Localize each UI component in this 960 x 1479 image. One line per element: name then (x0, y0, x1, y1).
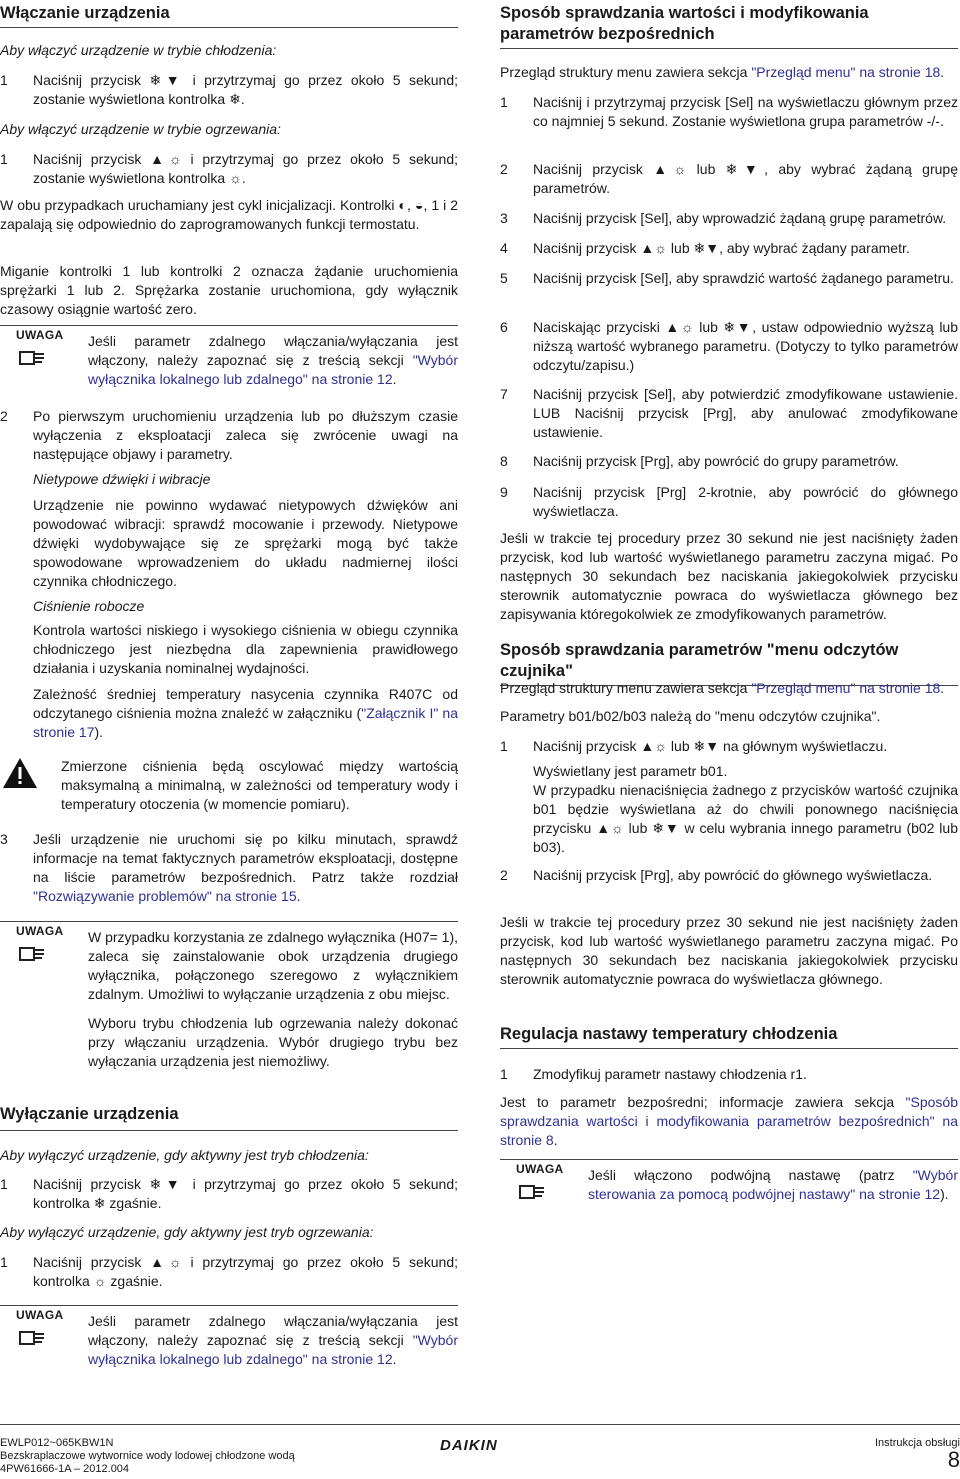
pressure-title: Ciśnienie robocze (33, 598, 145, 614)
heading-direct-params: Sposób sprawdzania wartości i modyfikowania parametrów bezpośrednich (500, 3, 958, 49)
note-remote-switch-2: UWAGA W przypadku korzystania ze zdalnego wyłącznika (H07= 1), zaleca się zainstalowanie obok urządzenia drugiego wyłącznika, połączonego szeregowo z wyłącznikiem zdalnym. Umożliwi to wyłączanie urządzenia z obu miejsc. Wyboru trybu chłodzenia lub ogrzewania należy dokonać przy włączaniu urządzenia. Wybór drugiego trybu bez wyłączania urządzenia jest niemożliwy. (0, 921, 458, 1071)
warning-icon (2, 757, 38, 789)
direct-step: 8 Naciśnij przycisk [Prg], aby powrócić do grupy parametrów. (500, 453, 899, 469)
init-paragraph: W obu przypadkach uruchamiany jest cykl inicjalizacji. Kontrolki ◐, ◒, 1 i 2 zapalają się odpowiednio do zaprogramowanych funkcji termostatu. (0, 197, 458, 232)
page-number: 8 (947, 1447, 960, 1472)
blink-paragraph: Miganie kontrolki 1 lub kontrolki 2 oznacza żądanie uruchomienia sprężarki 1 lub 2. Sprężarka zostanie uruchomiona, gdy wyłącznik czasowy osiągnie wartość zero. (0, 263, 458, 317)
sensor-params-paragraph: Parametry b01/b02/b03 należą do "menu odczytów czujnika". (500, 708, 881, 724)
footer-model: EWLP012~065KBW1N (0, 1437, 114, 1449)
direct-step: 7 Naciśnij przycisk [Sel], aby potwierdzić zmodyfikowane ustawienie. LUB Naciśnij przycisk [Prg], aby anulować zmodyfikowane ustawienie. (500, 386, 958, 440)
direct-step: 9 Naciśnij przycisk [Prg] 2-krotnie, aby powrócić do głównego wyświetlacza. (500, 484, 958, 519)
note-remote-switch-3: UWAGA Jeśli parametr zdalnego włączania/wyłączania jest włączony, należy zapoznać się z treścią sekcji "Wybór wyłącznika lokalnego lub zdalnego" na stronie 12. (0, 1305, 458, 1369)
heading-switch-on: Włączanie urządzenia (0, 3, 458, 28)
setpoint-step-1: 1 Zmodyfikuj parametr nastawy chłodzenia r1. (500, 1066, 807, 1082)
link-menu-overview-2[interactable]: "Przegląd menu" na stronie 18 (751, 680, 941, 696)
note-label: UWAGA (16, 924, 64, 938)
brand-logo: DAIKIN (440, 1437, 498, 1454)
noise-title: Nietypowe dźwięki i wibracje (33, 471, 211, 487)
hand-pointer-icon (518, 1182, 546, 1202)
note-dual-setpoint: UWAGA Jeśli włączono podwójną nastawę (patrz "Wybór sterowania za pomocą podwójnej nastawy" na stronie 12). (500, 1159, 958, 1204)
direct-step: 6 Naciskając przyciski ▲☼ lub ❄▼, ustaw odpowiednio wyższą lub niższą wartość wybranego parametru. (Dotyczy to tylko parametrów odczytu/zapisu.) (500, 319, 958, 373)
direct-step: 4 Naciśnij przycisk ▲☼ lub ❄▼, aby wybrać żądany parametr. (500, 240, 910, 256)
step-3: 3 Jeśli urządzenie nie uruchomi się po kilku minutach, sprawdź informacje na temat faktycznych parametrów eksploatacji, dostępne na liście parametrów bezpośrednich. Patrz także rozdział "Rozwiązywanie problemów" na stronie 15. (0, 831, 458, 904)
sensor-step-1: 1 Naciśnij przycisk ▲☼ lub ❄▼ na głównym wyświetlaczu. Wyświetlany jest parametr b01. W przypadku nienaciśnięcia żadnego z przycisków wartość czujnika b01 będzie wyświetlana aż do chwili ponownego naciśnięcia przycisku ▲☼ lub ❄▼ w celu wybrania innego parametru (b02 lub b03). (500, 738, 958, 855)
timeout-paragraph-2: Jeśli w trakcie tej procedury przez 30 sekund nie jest naciśnięty żaden przycisk, kod lub wartość wyświetlanego parametru zaczyna migać. Po następnych 30 sekundach bez naciskania jakiegokolwiek przycisku sterownik automatycznie powraca do wyświetlacza głównego. (500, 914, 958, 987)
heading-switch-off: Wyłączanie urządzenia (0, 1105, 179, 1123)
heat-intro: Aby włączyć urządzenie w trybie ogrzewania: (0, 121, 281, 137)
note-label: UWAGA (16, 1308, 64, 1322)
off-heat-intro: Aby wyłączyć urządzenie, gdy aktywny jest tryb ogrzewania: (0, 1224, 374, 1240)
hand-pointer-icon (18, 348, 46, 368)
link-remote-switch-1[interactable]: "Wybór wyłącznika lokalnego lub zdalnego" na stronie 12 (88, 352, 458, 387)
off-cool-step: 1 Naciśnij przycisk ❄▼ i przytrzymaj go przez około 5 sekund; kontrolka ❄ zgaśnie. (0, 1176, 458, 1211)
heading-setpoint: Regulacja nastawy temperatury chłodzenia (500, 1024, 958, 1049)
note-label: UWAGA (16, 328, 64, 342)
noise-text: Urządzenie nie powinno wydawać nietypowych dźwięków ani powodować wibracji: sprawdź mocowanie i przewody. Nietypowe dźwięki wydobywające się ze sprężarki mogą być także spowodowane wprowadzeniem do układu nadmiernej ilości czynnika chłodniczego. (33, 497, 458, 589)
cool-intro: Aby włączyć urządzenie w trybie chłodzenia: (0, 42, 277, 58)
link-troubleshooting[interactable]: "Rozwiązywanie problemów" na stronie 15 (33, 888, 297, 904)
direct-step: 2 Naciśnij przycisk ▲☼ lub ❄▼, aby wybrać żądaną grupę parametrów. (500, 161, 958, 196)
step-2: 2 Po pierwszym uruchomieniu urządzenia lub po dłuższym czasie wyłączenia z eksploatacji zaleca się zwrócenie uwagi na następujące objawy i parametry. (0, 408, 458, 462)
timeout-paragraph: Jeśli w trakcie tej procedury przez 30 sekund nie jest naciśnięty żaden przycisk, kod lub wartość wyświetlanego parametru zaczyna migać. Po następnych 30 sekundach bez naciskania jakiegokolwiek przycisku sterownik automatycznie powraca do wyświetlacza głównego bez zapisywania któregokolwiek ze zmodyfikowanych parametrów. (500, 530, 958, 622)
off-heat-step: 1 Naciśnij przycisk ▲☼ i przytrzymaj go przez około 5 sekund; kontrolka ☼ zgaśnie. (0, 1254, 458, 1289)
off-cool-intro: Aby wyłączyć urządzenie, gdy aktywny jest tryb chłodzenia: (0, 1147, 369, 1163)
hand-pointer-icon (18, 944, 46, 964)
cool-step: 1 Naciśnij przycisk ❄▼ i przytrzymaj go przez około 5 sekund; zostanie wyświetlona kontrolka ❄. (0, 72, 458, 107)
link-menu-overview[interactable]: "Przegląd menu" na stronie 18 (751, 64, 941, 80)
direct-step: 5 Naciśnij przycisk [Sel], aby sprawdzić wartość żądanego parametru. (500, 270, 954, 286)
footer-description: Bezskraplaczowe wytwornice wody lodowej chłodzone wodą (0, 1450, 295, 1462)
direct-step: 1 Naciśnij i przytrzymaj przycisk [Sel] na wyświetlaczu głównym przez co najmniej 5 sekund. Zostanie wyświetlona grupa parametrów -/-. (500, 94, 958, 129)
link-remote-switch-3[interactable]: "Wybór wyłącznika lokalnego lub zdalnego" na stronie 12 (88, 1332, 458, 1367)
sensor-step-2: 2 Naciśnij przycisk [Prg], aby powrócić do głównego wyświetlacza. (500, 867, 933, 883)
link-dual-setpoint[interactable]: "Wybór sterowania za pomocą podwójnej nastawy" na stronie 12 (588, 1167, 958, 1202)
link-direct-params[interactable]: "Sposób sprawdzania wartości i modyfikowania parametrów bezpośrednich" na stronie 8 (500, 1094, 958, 1148)
r407-text: Zależność średniej temperatury nasycenia czynnika R407C od odczytanego ciśnienia można znaleźć w załączniku ("Załącznik I" na stronie 17). (33, 686, 458, 740)
pressure-text: Kontrola wartości niskiego i wysokiego ciśnienia w obiegu czynnika chłodniczego jest niezbędna dla zapewnienia prawidłowego działania i uzyskania nominalnej wydajności. (33, 622, 458, 676)
footer-manual-title: Instrukcja obsługi (875, 1437, 960, 1449)
link-appendix-1[interactable]: "Załącznik I" na stronie 17 (33, 705, 458, 740)
note-remote-switch-1: UWAGA Jeśli parametr zdalnego włączania/wyłączania jest włączony, należy zapoznać się z treścią sekcji "Wybór wyłącznika lokalnego lub zdalnego" na stronie 12. (0, 325, 458, 389)
direct-paragraph: Jest to parametr bezpośredni; informacje zawiera sekcja "Sposób sprawdzania wartości i modyfikowania parametrów bezpośrednich" na stronie 8. (500, 1094, 958, 1148)
heat-step: 1 Naciśnij przycisk ▲☼ i przytrzymaj go przez około 5 sekund; zostanie wyświetlona kontrolka ☼. (0, 151, 458, 186)
hand-pointer-icon (18, 1328, 46, 1348)
heading-sensor-menu: Sposób sprawdzania parametrów "menu odczytów czujnika" (500, 640, 958, 686)
note-label: UWAGA (516, 1162, 564, 1176)
page-footer (0, 1424, 960, 1479)
direct-step: 3 Naciśnij przycisk [Sel], aby wprowadzić żądaną grupę parametrów. (500, 210, 947, 226)
warning-block: Zmierzone ciśnienia będą oscylować między wartością maksymalną a minimalną, w zależności od temperatury wody i temperatury otoczenia (w momencie pomiaru). (0, 757, 458, 814)
footer-code: 4PW61666-1A – 2012.004 (0, 1463, 130, 1475)
overview2-paragraph: Przegląd struktury menu zawiera sekcja "Przegląd menu" na stronie 18. (500, 680, 945, 696)
overview-paragraph: Przegląd struktury menu zawiera sekcja "Przegląd menu" na stronie 18. (500, 64, 945, 80)
